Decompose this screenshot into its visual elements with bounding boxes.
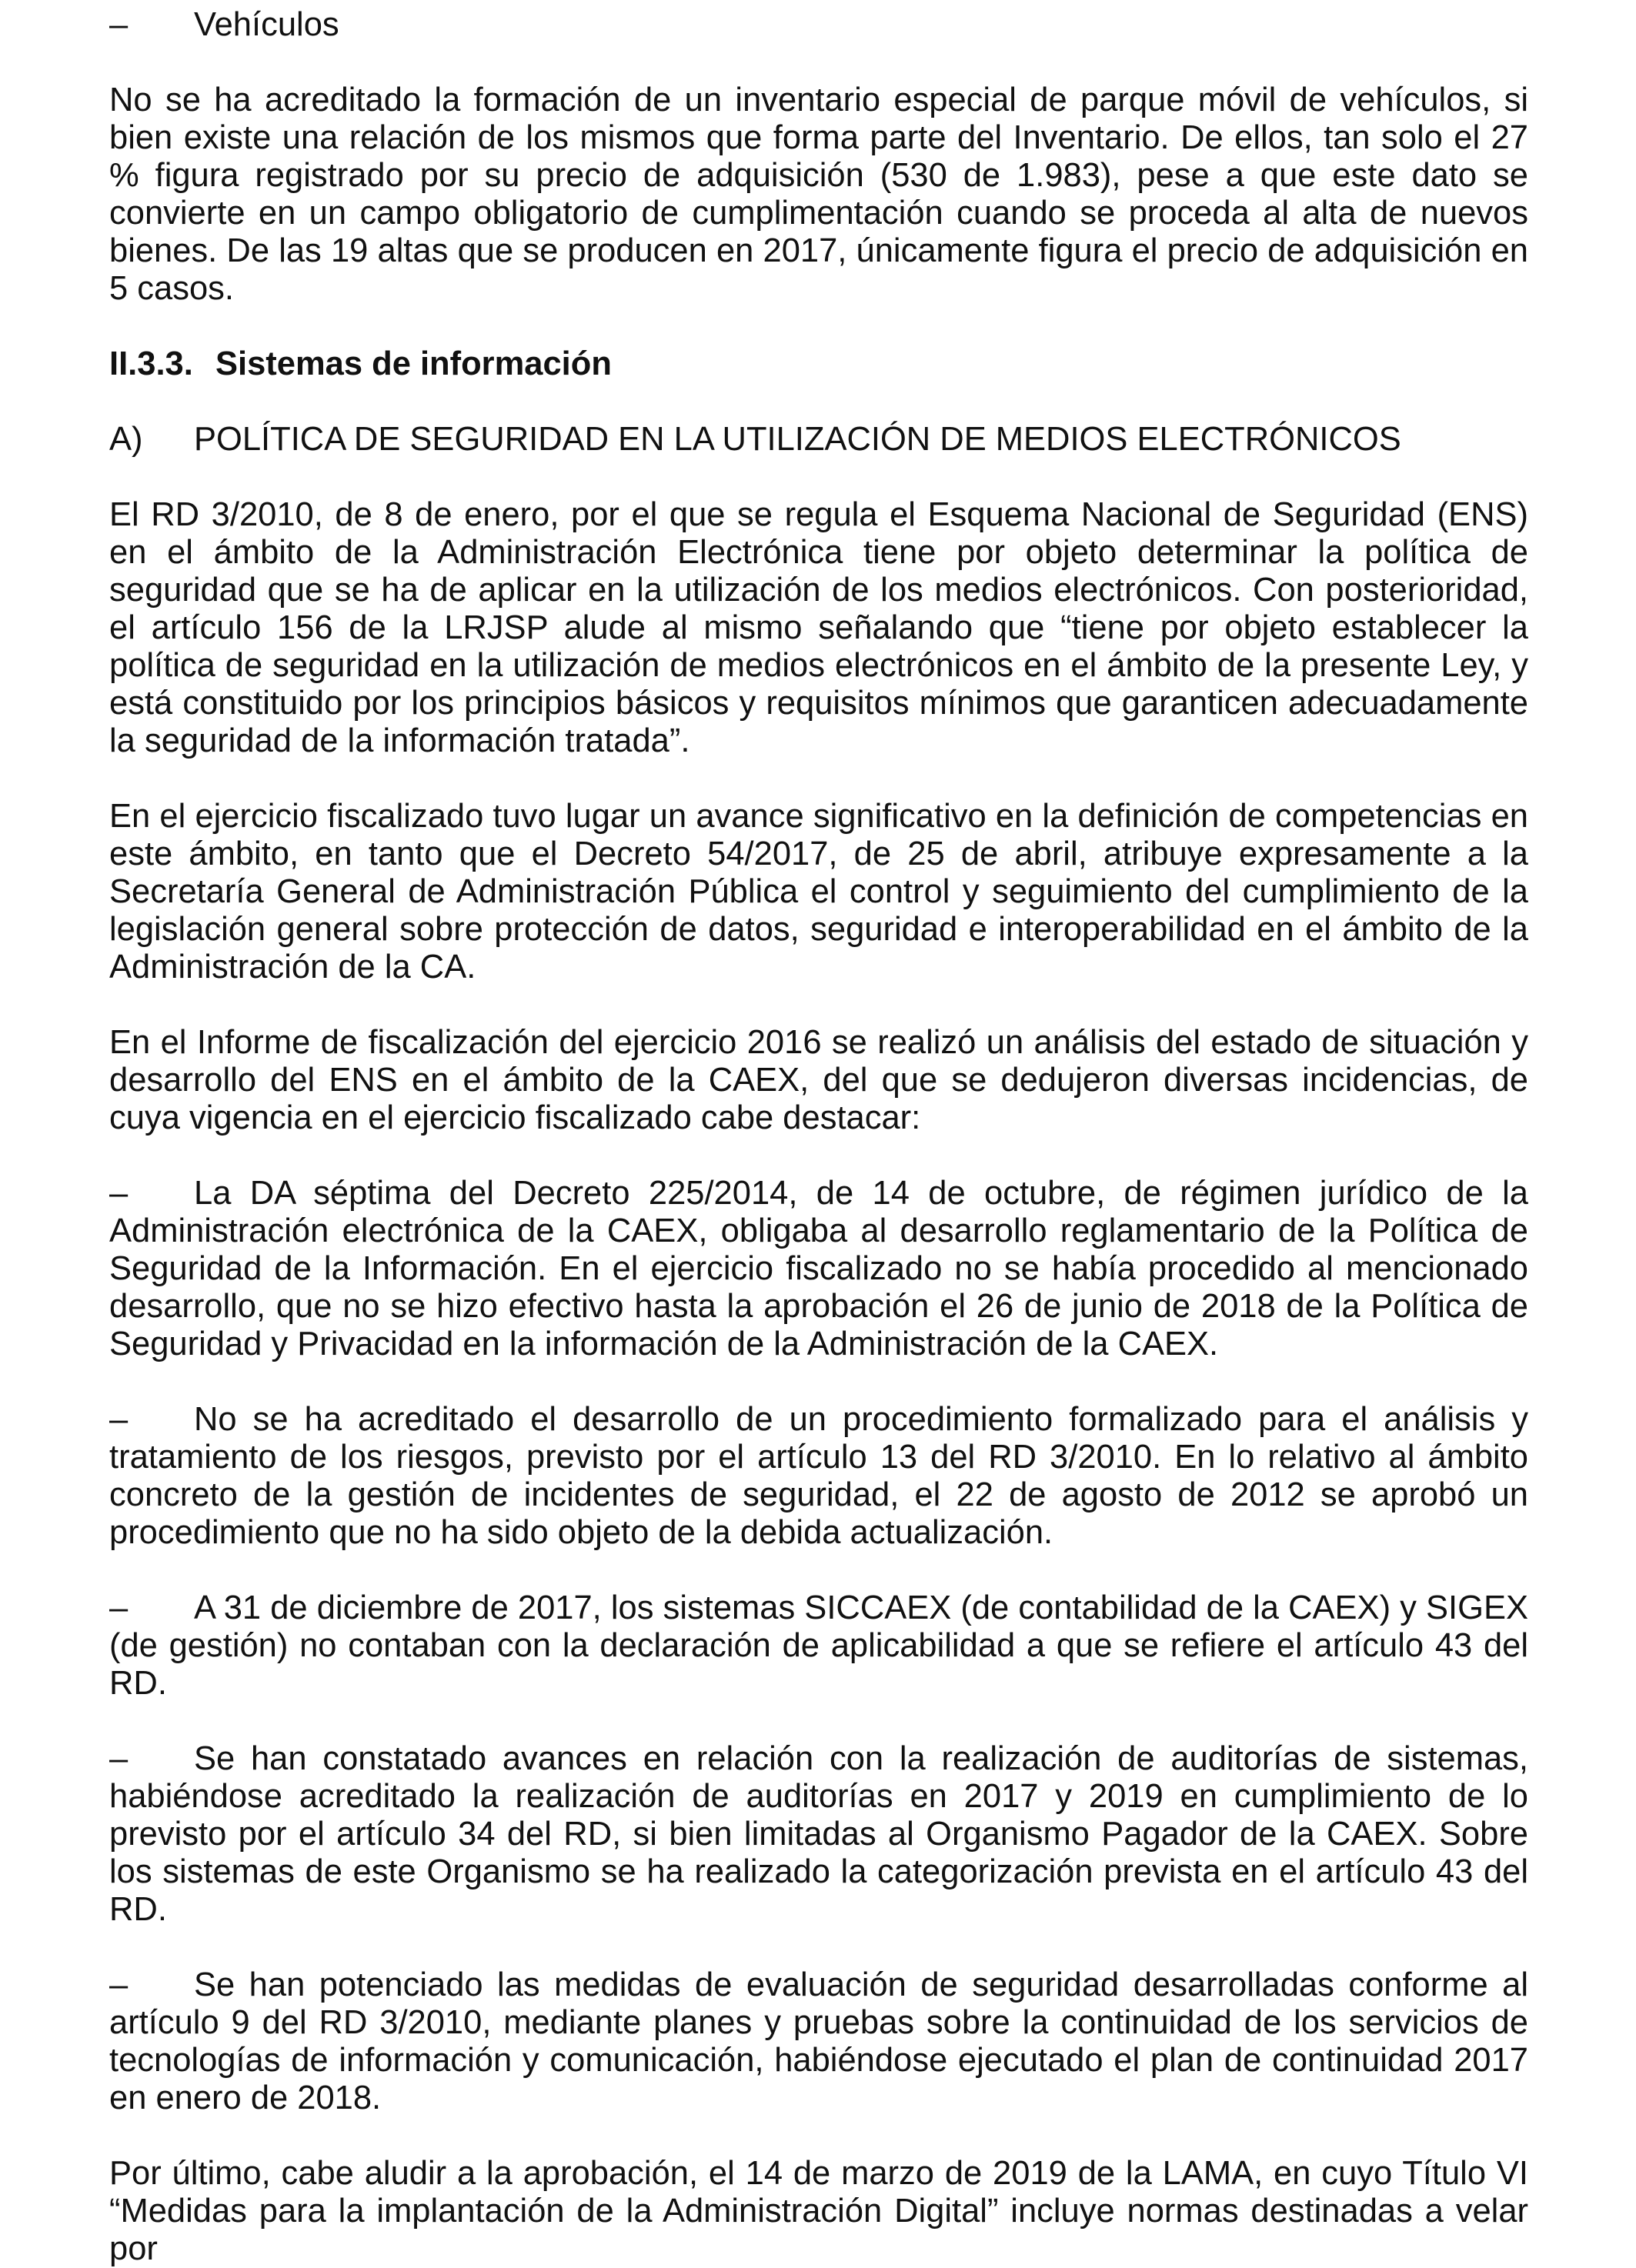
section-heading (109, 345, 1528, 383)
paragraph-competencias: En el ejercicio fiscalizado tuvo lugar un avance significativo en la definición de competencias en este ámbito, en tanto que el Decreto 54/2017, de 25 de abril, atribuye expresamente a la Secretaría General de Administración Pública el control y seguimiento del cumplimiento de la legislación general sobre protección de datos, seguridad e interoperabilidad en el ámbito de la Administración de la CA. (109, 798, 1528, 986)
list-item-text: A 31 de diciembre de 2017, los sistemas SICCAEX (de contabilidad de la CAEX) y SIGEX (de gestión) no contaban con la declaración de aplicabilidad a que se refiere el artículo 43 del RD. (109, 1589, 1528, 1702)
section-number: II.3.3. (109, 345, 193, 382)
subsection-title: POLÍTICA DE SEGURIDAD EN LA UTILIZACIÓN DE MEDIOS ELECTRÓNICOS (194, 421, 1401, 458)
bullet-label: Vehículos (194, 6, 339, 43)
list-item (109, 1401, 1528, 1552)
dash-marker: – (109, 6, 129, 43)
paragraph-informe-2016: En el Informe de fiscalización del ejercicio 2016 se realizó un análisis del estado de situación y desarrollo del ENS en el ámbito de la CAEX, del que se dedujeron diversas incidencias, de cuya vigencia en el ejercicio fiscalizado cabe destacar: (109, 1024, 1528, 1136)
list-item (109, 1966, 1528, 2117)
dash-marker: – (109, 1589, 129, 1626)
dash-marker: – (109, 1966, 129, 2003)
list-item (109, 1589, 1528, 1703)
dash-marker: – (109, 1740, 129, 1777)
list-item-text: La DA séptima del Decreto 225/2014, de 14 de octubre, de régimen jurídico de la Administración electrónica de la CAEX, obligaba al desarrollo reglamentario de la Política de Seguridad de la Información. En el ejercicio fiscalizado no se había procedido al mencionado desarrollo, que no se hizo efectivo hasta la aprobación el 26 de junio de 2018 de la Política de Seguridad y Privacidad en la información de la Administración de la CAEX. (109, 1175, 1528, 1362)
paragraph-ens-intro: El RD 3/2010, de 8 de enero, por el que se regula el Esquema Nacional de Seguridad (ENS) en el ámbito de la Administración Electrónica tiene por objeto determinar la política de seguridad que se ha de aplicar en la utilización de los medios electrónicos. Con posterioridad, el artículo 156 de la LRJSP alude al mismo señalando que “tiene por objeto establecer la política de seguridad en la utilización de medios electrónicos en el ámbito de la presente Ley, y está constituido por los principios básicos y requisitos mínimos que garanticen adecuadamente la seguridad de la información tratada”. (109, 496, 1528, 759)
subsection-heading (109, 421, 1528, 459)
bullet-vehiculos (109, 6, 1528, 44)
paragraph-final: Por último, cabe aludir a la aprobación, el 14 de marzo de 2019 de la LAMA, en cuyo Título VI “Medidas para la implantación de la Administración Digital” incluye normas destinadas a velar por (109, 2155, 1528, 2267)
dash-marker: – (109, 1401, 129, 1438)
section-title: Sistemas de información (215, 345, 612, 382)
dash-marker: – (109, 1175, 129, 1212)
subsection-letter: A) (109, 421, 143, 458)
list-item-text: No se ha acreditado el desarrollo de un procedimiento formalizado para el análisis y tratamiento de los riesgos, previsto por el artículo 13 del RD 3/2010. En lo relativo al ámbito concreto de la gestión de incidentes de seguridad, el 22 de agosto de 2012 se aprobó un procedimiento que no ha sido objeto de la debida actualización. (109, 1401, 1528, 1551)
list-item-text: Se han constatado avances en relación con la realización de auditorías de sistemas, habiéndose acreditado la realización de auditorías en 2017 y 2019 en cumplimiento de lo previsto por el artículo 34 del RD, si bien limitadas al Organismo Pagador de la CAEX. Sobre los sistemas de este Organismo se ha realizado la categorización prevista en el artículo 43 del RD. (109, 1740, 1528, 1928)
list-item (109, 1175, 1528, 1363)
list-item (109, 1740, 1528, 1929)
document-page (109, 6, 1528, 2268)
list-item-text: Se han potenciado las medidas de evaluación de seguridad desarrolladas conforme al artículo 9 del RD 3/2010, mediante planes y pruebas sobre la continuidad de los servicios de tecnologías de información y comunicación, habiéndose ejecutado el plan de continuidad 2017 en enero de 2018. (109, 1966, 1528, 2116)
paragraph-vehiculos: No se ha acreditado la formación de un inventario especial de parque móvil de vehículos, si bien existe una relación de los mismos que forma parte del Inventario. De ellos, tan solo el 27 % figura registrado por su precio de adquisición (530 de 1.983), pese a que este dato se convierte en un campo obligatorio de cumplimentación cuando se proceda al alta de nuevos bienes. De las 19 altas que se producen en 2017, únicamente figura el precio de adquisición en 5 casos. (109, 82, 1528, 307)
